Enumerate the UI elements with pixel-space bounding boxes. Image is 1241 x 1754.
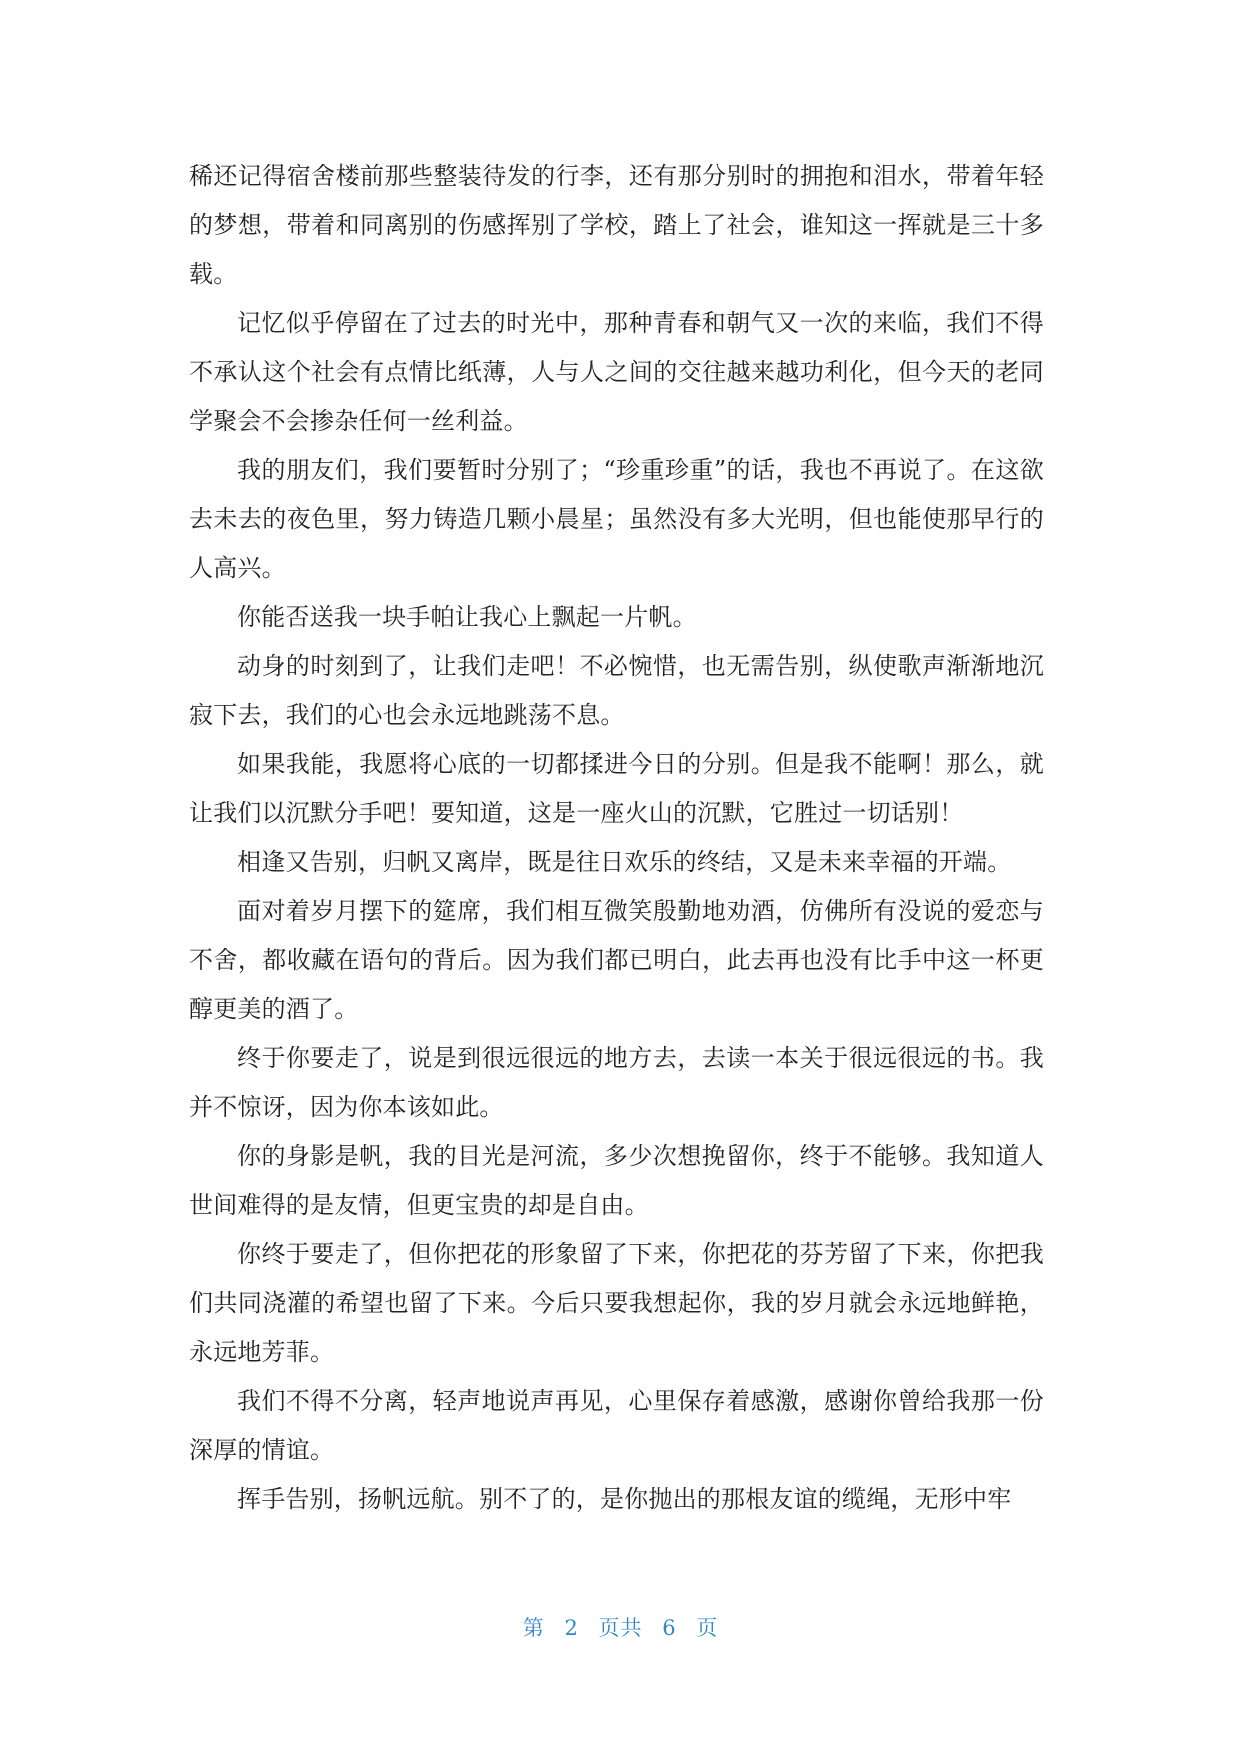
total-page-count: 6 (662, 1616, 677, 1640)
paragraph: 你的身影是帆，我的目光是河流，多少次想挽留你，终于不能够。我知道人世间难得的是友情，但更宝贵的却是自由。 (189, 1142, 1044, 1219)
paragraph: 你能否送我一块手帕让我心上飘起一片帆。 (237, 603, 697, 631)
footer-middle: 页共 (598, 1616, 643, 1640)
paragraph: 记忆似乎停留在了过去的时光中，那种青春和朝气又一次的来临，我们不得不承认这个社会有点情比纸薄，人与人之间的交往越来越功利化，但今天的老同学聚会不会掺杂任何一丝利益。 (189, 309, 1044, 435)
paragraph: 稀还记得宿舍楼前那些整装待发的行李，还有那分别时的拥抱和泪水，带着年轻的梦想，带着和同离别的伤感挥别了学校，踏上了社会，谁知这一挥就是三十多载。 (189, 162, 1044, 288)
paragraph: 终于你要走了，说是到很远很远的地方去，去读一本关于很远很远的书。我并不惊讶，因为你本该如此。 (189, 1044, 1044, 1121)
footer-suffix: 页 (696, 1616, 719, 1640)
current-page-number: 2 (564, 1616, 579, 1640)
paragraph: 动身的时刻到了，让我们走吧！不必惋惜，也无需告别，纵使歌声渐渐地沉寂下去，我们的心也会永远地跳荡不息。 (189, 652, 1044, 729)
paragraph: 我的朋友们，我们要暂时分别了；“珍重珍重”的话，我也不再说了。在这欲去未去的夜色里，努力铸造几颗小晨星；虽然没有多大光明，但也能使那早行的人高兴。 (189, 456, 1044, 582)
page-footer (0, 1612, 1241, 1642)
paragraph: 如果我能，我愿将心底的一切都揉进今日的分别。但是我不能啊！那么，就让我们以沉默分手吧！要知道，这是一座火山的沉默，它胜过一切话别！ (189, 750, 1044, 827)
paragraph: 相逢又告别，归帆又离岸，既是往日欢乐的终结，又是未来幸福的开端。 (237, 848, 1012, 876)
paragraph: 挥手告别，扬帆远航。别不了的，是你抛出的那根友谊的缆绳，无形中牢 (237, 1485, 1012, 1513)
footer-prefix: 第 (522, 1616, 545, 1640)
paragraph: 我们不得不分离，轻声地说声再见，心里保存着感激，感谢你曾给我那一份深厚的情谊。 (189, 1387, 1044, 1464)
document-body (189, 152, 1044, 1524)
paragraph: 面对着岁月摆下的筵席，我们相互微笑殷勤地劝酒，仿佛所有没说的爱恋与不舍，都收藏在语句的背后。因为我们都已明白，此去再也没有比手中这一杯更醇更美的酒了。 (189, 897, 1044, 1023)
paragraph: 你终于要走了，但你把花的形象留了下来，你把花的芬芳留了下来，你把我们共同浇灌的希望也留了下来。今后只要我想起你，我的岁月就会永远地鲜艳，永远地芳菲。 (189, 1240, 1044, 1366)
